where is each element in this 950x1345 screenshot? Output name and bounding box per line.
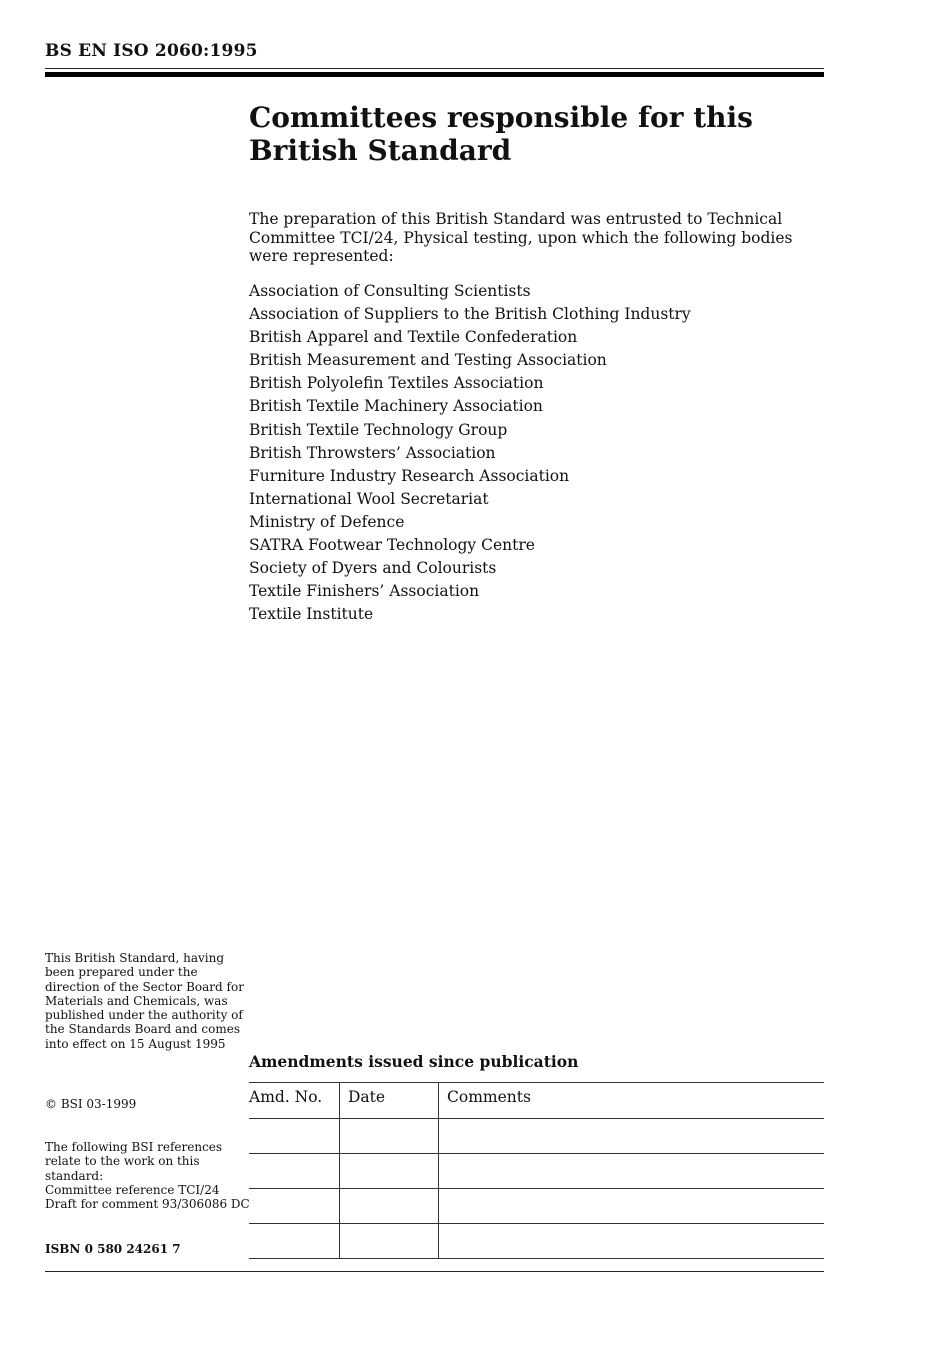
committee-reference: Committee reference TCI/24 bbox=[45, 1182, 220, 1197]
list-item: Furniture Industry Research Association bbox=[249, 466, 570, 485]
list-item: Society of Dyers and Colourists bbox=[249, 559, 497, 578]
page-title: Committees responsible for this British Standard bbox=[249, 101, 753, 167]
isbn: ISBN 0 580 24261 7 bbox=[45, 1242, 181, 1256]
column-header-comments: Comments bbox=[439, 1083, 825, 1119]
represented-bodies-list bbox=[249, 281, 691, 627]
amendments-table bbox=[249, 1082, 824, 1259]
table-row bbox=[249, 1189, 824, 1224]
references-intro: The following BSI references relate to the work on this standard: bbox=[45, 1140, 223, 1183]
list-item: Association of Suppliers to the British Clothing Industry bbox=[249, 305, 691, 324]
footer-rule bbox=[45, 1271, 824, 1272]
header-thin-rule bbox=[45, 68, 824, 69]
list-item: British Apparel and Textile Confederation bbox=[249, 328, 578, 347]
document-code: BS EN ISO 2060:1995 bbox=[45, 41, 258, 61]
list-item: British Textile Machinery Association bbox=[249, 397, 543, 416]
amendments-title: Amendments issued since publication bbox=[249, 1052, 579, 1071]
copyright-notice: © BSI 03-1999 bbox=[45, 1097, 137, 1111]
list-item: Ministry of Defence bbox=[249, 512, 405, 531]
table-row bbox=[249, 1224, 824, 1259]
draft-reference: Draft for comment 93/306086 DC bbox=[45, 1197, 250, 1212]
list-item: Association of Consulting Scientists bbox=[249, 282, 531, 300]
bsi-references bbox=[45, 1140, 250, 1212]
publication-note: This British Standard, having been prepared under the direction of the Sector Board for Materials and Chemicals, was published under the authority of the Standards Board and comes into effect on 15 August 1995 bbox=[45, 951, 244, 1051]
column-header-amd-no: Amd. No. bbox=[249, 1083, 340, 1119]
list-item: Textile Finishers’ Association bbox=[249, 582, 480, 601]
column-header-date: Date bbox=[340, 1083, 439, 1119]
list-item: International Wool Secretariat bbox=[249, 489, 489, 508]
list-item: British Textile Technology Group bbox=[249, 420, 508, 439]
table-row bbox=[249, 1119, 824, 1154]
header-thick-rule bbox=[45, 72, 824, 77]
table-row bbox=[249, 1154, 824, 1189]
list-item: SATRA Footwear Technology Centre bbox=[249, 536, 535, 555]
table-header-row bbox=[249, 1083, 824, 1119]
list-item: British Polyolefin Textiles Association bbox=[249, 374, 544, 393]
list-item: British Throwsters’ Association bbox=[249, 443, 496, 462]
intro-paragraph: The preparation of this British Standard was entrusted to Technical Committee TCI/24, Physical testing, upon which the following bodies were represented: bbox=[249, 210, 793, 265]
list-item: Textile Institute bbox=[249, 605, 374, 624]
list-item: British Measurement and Testing Association bbox=[249, 351, 607, 370]
